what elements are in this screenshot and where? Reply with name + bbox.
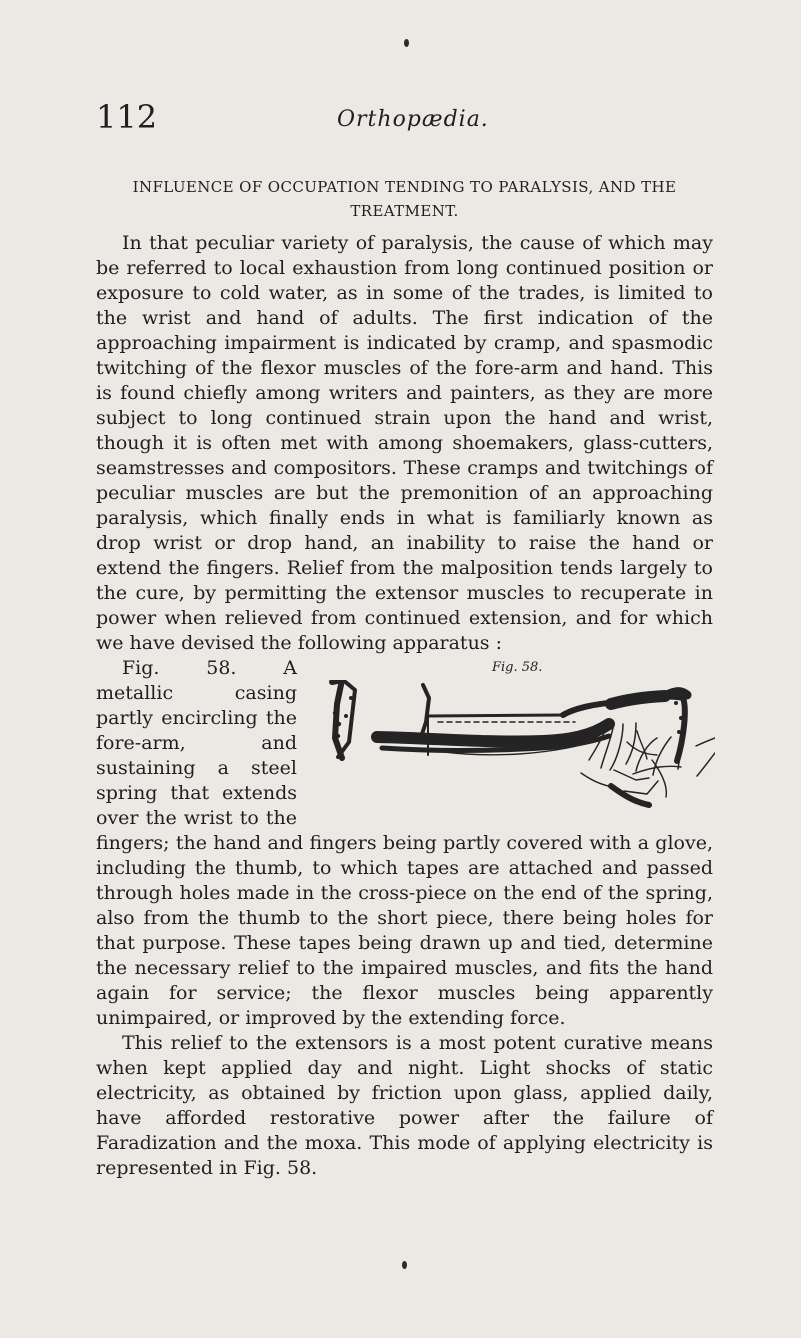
figure-caption: Fig. 58. (492, 660, 543, 675)
running-head: Orthopædia. (337, 107, 489, 132)
body-text (96, 231, 713, 1181)
paragraph-intro: In that peculiar variety of paralysis, the cause of which may be referred to local exhaustion from long continued position or exposure to cold water, as in some of the trades, is limited to the wrist and hand of adults. The first indication of the approaching impairment is indicated by cramp, and spasmodic twitching of the flexor muscles of the fore-arm and hand. This is found chiefly among writers and painters, as they are more subject to long continued strain upon the hand and wrist, though it is often met with among shoemakers, glass-cutters, seamstresses and compositors. These cramps and twitchings of peculiar muscles are but the premonition of an approaching paralysis, which finally ends in what is familiarly known as drop wrist or drop hand, an inability to raise the hand or extend the fingers. Relief from the malposition tends largely to the cure, by permitting the extensor muscles to recuperate in power when relieved from continued extension, and for which we have devised the following apparatus : (96, 232, 713, 654)
wrist-apparatus-illustration (325, 680, 715, 830)
page-number: 112 (96, 98, 158, 136)
figure-58 (315, 660, 713, 830)
section-title: INFLUENCE OF OCCUPATION TENDING TO PARALYSIS, AND THE TREATMENT. (132, 178, 677, 220)
paragraph-electricity: This relief to the extensors is a most potent curative means when kept applied day and night. Light shocks of static electricity, as obtained by friction upon glass, applied daily, have afforded restorative power after the failure of Faradization and the moxa. This mode of applying electricity is represented in Fig. 58. (96, 1032, 713, 1179)
paragraph-figure-description: Fig. 58. A metallic casing partly encircling the fore-arm, and sustaining a steel spring that extends over the wrist to the fingers; the hand and fingers being partly covered with a glove, including the thumb, to which tapes are attached and passed through holes made in the cross-piece on the end of the spring, also from the thumb to the short piece, there being holes for that purpose. These tapes being drawn up and tied, determine the necessary relief to the impaired muscles, and fits the hand again for service; the flexor muscles being apparently unimpaired, or improved by the extending force. (96, 657, 713, 1029)
ink-speck (402, 1261, 407, 1269)
ink-speck (404, 39, 409, 47)
page-header (96, 98, 716, 141)
